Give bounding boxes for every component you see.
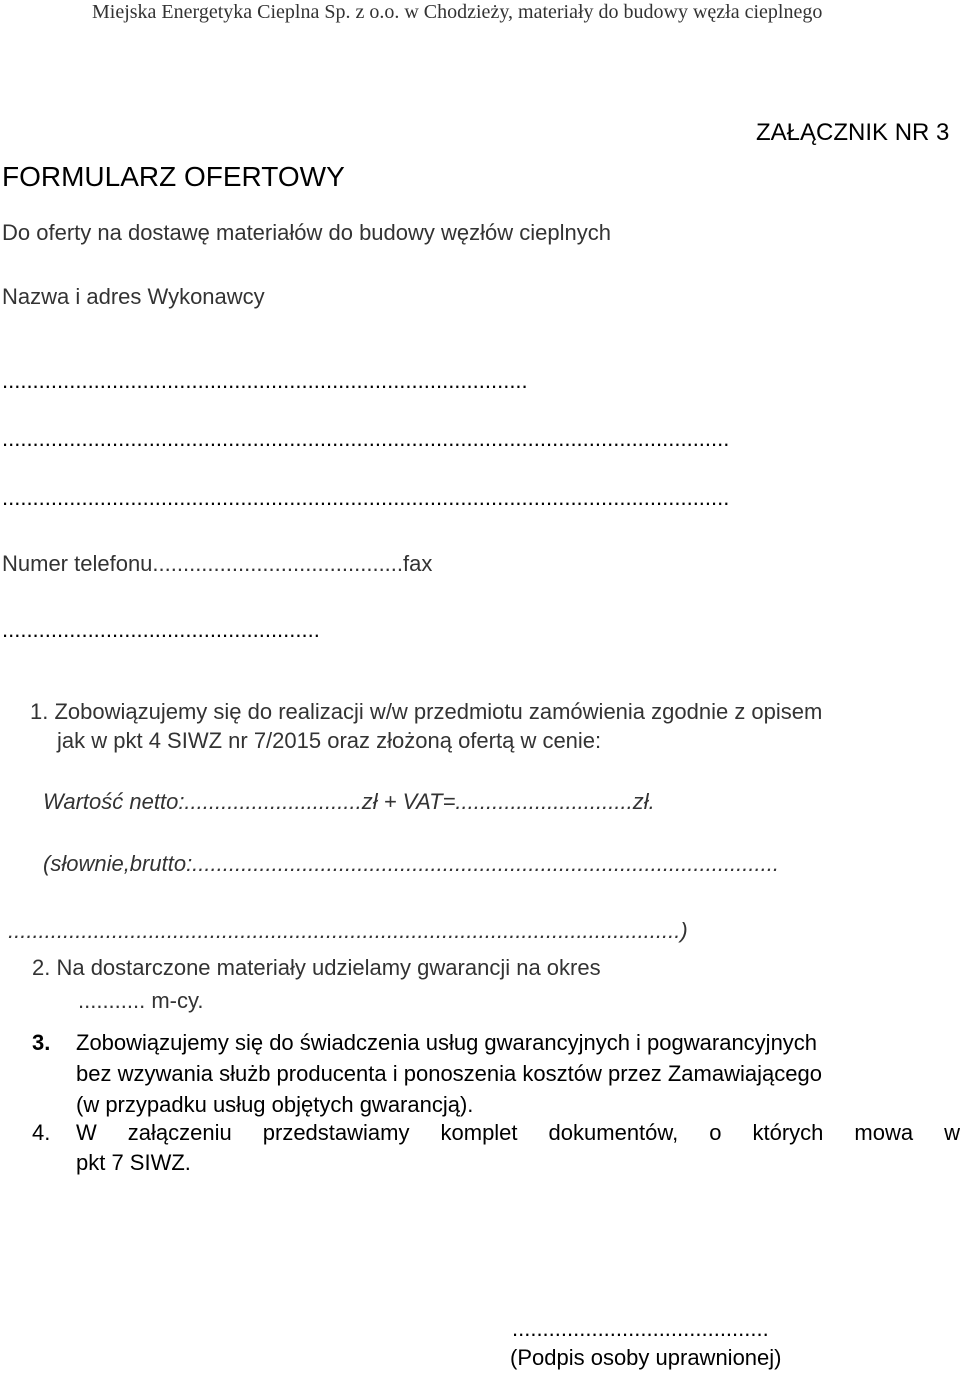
contractor-fill-line: ....................................................................................................................... — [2, 485, 730, 510]
gross-in-words-close: ..............................................................................................................) — [8, 918, 688, 943]
item-1-text-cont: jak w pkt 4 SIWZ nr 7/2015 oraz złożoną ofertą w cenie: — [57, 728, 602, 753]
attachment-number: ZAŁĄCZNIK NR 3 — [756, 119, 950, 146]
form-title: FORMULARZ OFERTOWY — [2, 161, 345, 192]
item-4-number: 4. — [32, 1120, 51, 1145]
item-3-text: Zobowiązujemy się do świadczenia usług gwarancyjnych i pogwarancyjnych — [76, 1030, 818, 1055]
form-subtitle: Do oferty na dostawę materiałów do budowy węzłów cieplnych — [2, 220, 611, 245]
contractor-fill-line: ...................................................................................... — [2, 368, 528, 393]
signature-fill-line: .......................................... — [512, 1316, 769, 1341]
net-value-line: Wartość netto:.............................zł + VAT=.............................zł. — [43, 789, 655, 814]
item-3-text-cont: bez wzywania służb producenta i ponoszenia kosztów przez Zamawiającego — [76, 1061, 822, 1086]
item-3-number: 3. — [32, 1030, 51, 1055]
item-4-text: W załączeniu przedstawiamy komplet dokumentów, o których mowa w — [76, 1120, 960, 1145]
phone-fax-line: Numer telefonu.........................................fax — [2, 551, 433, 576]
signature-label: (Podpis osoby uprawnionej) — [510, 1345, 782, 1370]
running-header: Miejska Energetyka Cieplna Sp. z o.o. w Chodzieży, materiały do budowy węzła cieplnego — [92, 1, 823, 23]
item-1-text: 1. Zobowiązujemy się do realizacji w/w przedmiotu zamówienia zgodnie z opisem — [30, 699, 823, 724]
contractor-fill-line: ....................................................................................................................... — [2, 426, 730, 451]
item-3-text-cont: (w przypadku usług objętych gwarancją). — [76, 1092, 474, 1117]
item-2-text: 2. Na dostarczone materiały udzielamy gwarancji na okres — [32, 955, 601, 980]
gross-in-words-line: (słownie,brutto:................................................................................................ — [43, 851, 779, 876]
item-4-text-cont: pkt 7 SIWZ. — [76, 1150, 191, 1175]
fax-fill-line: .................................................... — [2, 617, 320, 642]
warranty-months-line: ........... m-cy. — [78, 988, 204, 1013]
contractor-name-label: Nazwa i adres Wykonawcy — [2, 284, 265, 309]
